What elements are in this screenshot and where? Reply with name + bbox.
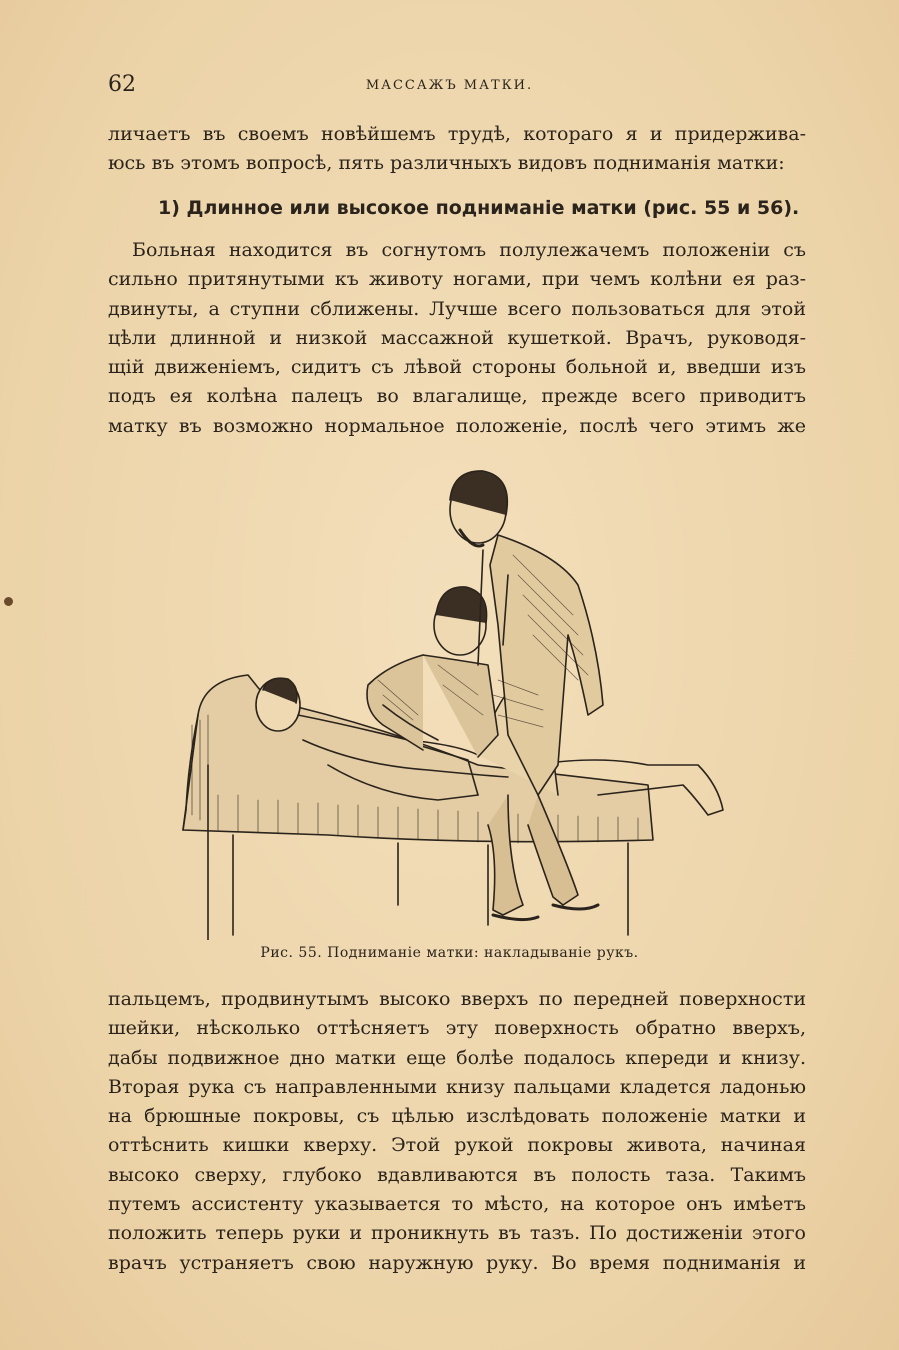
text-line: Больная находится въ согнутомъ полулежачемъ положеніи съ bbox=[132, 239, 806, 261]
text-line: врачъ устраняетъ свою наружную руку. Во время подниманія и bbox=[108, 1251, 806, 1274]
text-line: на брюшные покровы, съ цѣлью изслѣдовать положеніе матки и bbox=[108, 1105, 806, 1128]
page-stain bbox=[4, 597, 13, 606]
page-number: 62 bbox=[108, 72, 136, 97]
text-line: личаетъ въ своемъ новѣйшемъ трудѣ, котораго я и придержива- bbox=[108, 123, 806, 145]
text-line: шейки, нѣсколько оттѣсняетъ эту поверхность обратно вверхъ, bbox=[108, 1017, 806, 1040]
paragraph-1 bbox=[108, 236, 806, 441]
text-line: положить теперь руки и проникнуть въ тазъ. По достиженіи этого bbox=[108, 1222, 806, 1245]
text-line: цѣли длинной и низкой массажной кушеткой. Врачъ, руководя- bbox=[108, 326, 806, 349]
engraving-illustration bbox=[178, 465, 728, 940]
text-line: двинуты, а ступни сближены. Лучше всего пользоваться для этой bbox=[108, 297, 806, 320]
text-line: оттѣснить кишки кверху. Этой рукой покровы живота, начиная bbox=[108, 1134, 806, 1157]
text-line: путемъ ассистенту указывается то мѣсто, на которое онъ имѣетъ bbox=[108, 1193, 806, 1216]
text-line: сильно притянутыми къ животу ногами, при чемъ колѣни ея раз- bbox=[108, 268, 806, 291]
text-line: подъ ея колѣна палецъ во влагалище, прежде всего приводитъ bbox=[108, 385, 806, 408]
text-line: Вторая рука съ направленными книзу пальцами кладется ладонью bbox=[108, 1075, 806, 1098]
text-line: высоко сверху, глубоко вдавливаются въ полость таза. Такимъ bbox=[108, 1163, 806, 1186]
figure-caption: Рис. 55. Подниманіе матки: накладываніе рукъ. bbox=[260, 945, 639, 961]
text-line: матку въ возможно нормальное положеніе, послѣ чего этимъ же bbox=[108, 414, 806, 437]
engraving-figure bbox=[178, 465, 728, 940]
text-line: пальцемъ, продвинутымъ высоко вверхъ по передней поверхности bbox=[108, 988, 806, 1010]
paragraph-2 bbox=[108, 985, 806, 1278]
text-line: щій движеніемъ, сидитъ съ лѣвой стороны больной и, введши изъ bbox=[108, 356, 806, 379]
section-heading: 1) Длинное или высокое подниманіе матки (рис. 55 и 56). bbox=[158, 197, 800, 219]
intro-paragraph bbox=[108, 120, 806, 179]
text-line: юсь въ этомъ вопросѣ, пять различныхъ видовъ подниманія матки: bbox=[108, 152, 785, 175]
text-line: дабы подвижное дно матки еще болѣе подалось кпереди и книзу. bbox=[108, 1046, 806, 1069]
running-title: МАССАЖЪ МАТКИ. bbox=[365, 78, 534, 93]
